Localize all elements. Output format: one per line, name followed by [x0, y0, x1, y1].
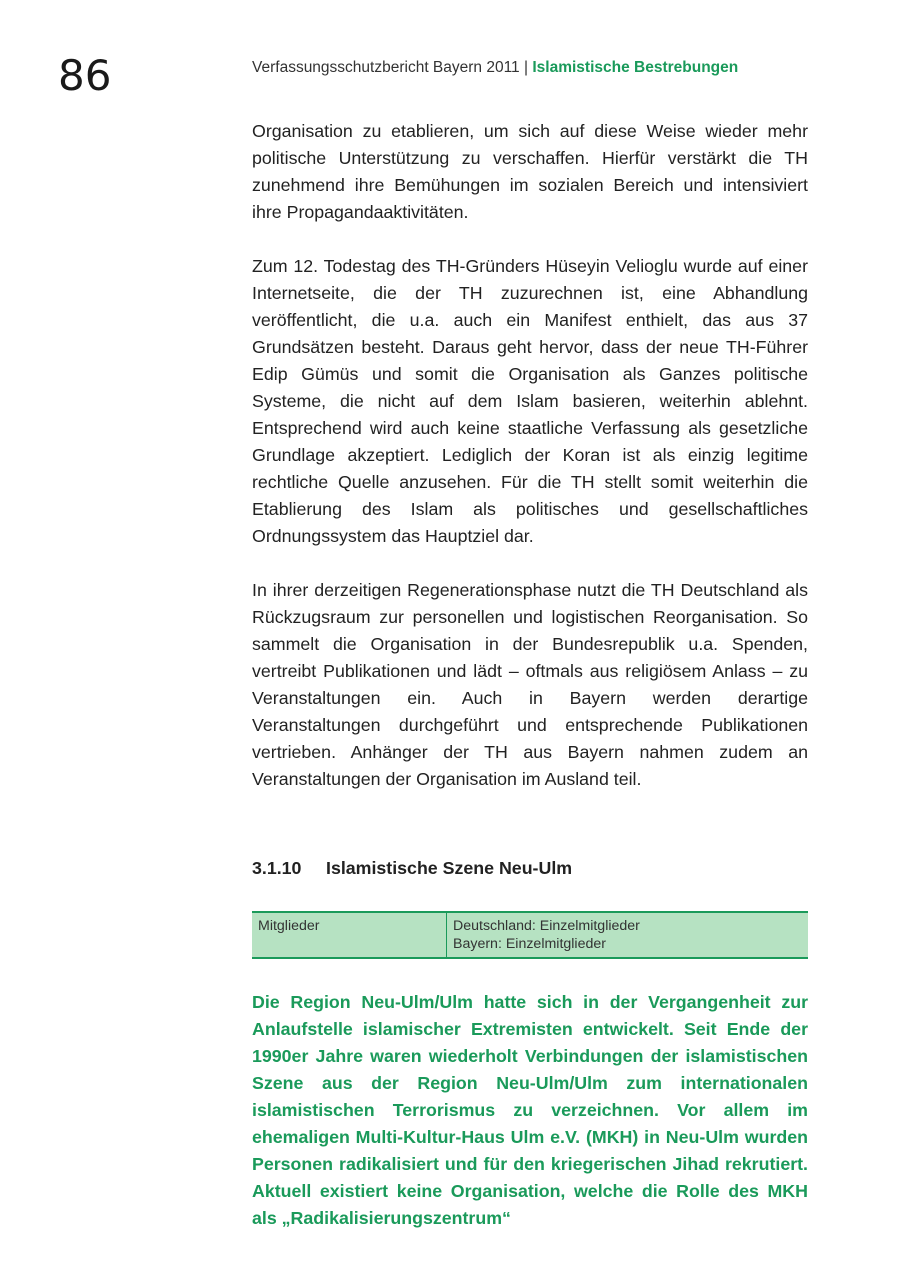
members-label: Mitglieder	[252, 912, 447, 958]
body-paragraph-2: Zum 12. Todestag des TH-Gründers Hüseyin Velioglu wurde auf einer Internetseite, die der TH zuzurechnen ist, eine Abhandlung veröffentlicht, die u.a. auch ein Manifest enthielt, das aus 37 Grundsätzen besteht. Daraus geht hervor, dass der neue TH-Führer Edip Gümüs und somit die Organisation als Ganzes politische Systeme, die nicht auf dem Islam basieren, weiterhin ablehnt. Entsprechend wird auch keine staatliche Verfassung als gesetzliche Grundlage akzeptiert. Lediglich der Koran ist als einzig legitime rechtliche Quelle anzusehen. Für die TH stellt somit weiterhin die Etablierung des Islam als politisches und gesellschaftliches Ordnungssystem das Hauptziel dar.	[252, 256, 808, 546]
header-separator: |	[524, 59, 529, 76]
body-paragraph-1: Organisation zu etablieren, um sich auf diese Weise wieder mehr politische Unterstützung zu verschaffen. Hierfür verstärkt die TH zunehmend ihre Bemühungen im sozialen Bereich und intensiviert ihre Propagandaaktivitäten.	[252, 121, 808, 222]
table-row	[252, 912, 808, 958]
header-publication: Verfassungsschutzbericht Bayern 2011	[252, 59, 520, 76]
members-bavaria: Bayern: Einzelmitglieder	[453, 936, 606, 952]
members-table	[252, 911, 808, 959]
members-germany: Deutschland: Einzelmitglieder	[453, 918, 640, 934]
body-paragraph-3: In ihrer derzeitigen Regenerationsphase nutzt die TH Deutschland als Rückzugsraum zur personellen und logistischen Reorganisation. So sammelt die Organisation in der Bundesrepublik u.a. Spenden, vertreibt Publikationen und lädt – oftmals aus religiösem Anlass – zu Veranstaltungen ein. Auch in Bayern werden derartige Veranstaltungen durchgeführt und entsprechende Publikationen vertrieben. Anhänger der TH aus Bayern nahmen zudem an Veranstaltungen der Organisation im Ausland teil.	[252, 580, 808, 789]
running-header	[252, 58, 738, 78]
lead-paragraph: Die Region Neu-Ulm/Ulm hatte sich in der Vergangenheit zur Anlaufstelle islamischer Extremisten entwickelt. Seit Ende der 1990er Jahre waren wiederholt Verbindungen der islamistischen Szene aus der Region Neu-Ulm/Ulm zum internationalen islamistischen Terrorismus zu verzeichnen. Vor allem im ehemaligen Multi-Kultur-Haus Ulm e.V. (MKH) in Neu-Ulm wurden Personen radikalisiert und für den kriegerischen Jihad rekrutiert. Aktuell existiert keine Organisation, welche die Rolle des MKH als „Radikalisierungszentrum“	[252, 992, 808, 1228]
section-title: Islamistische Szene Neu-Ulm	[326, 858, 573, 878]
section-number: 3.1.10	[252, 858, 302, 878]
members-values	[447, 912, 809, 958]
page-number: 86	[58, 51, 112, 100]
main-content	[252, 118, 808, 1232]
section-heading	[252, 855, 808, 881]
header-section: Islamistische Bestrebungen	[532, 59, 739, 76]
